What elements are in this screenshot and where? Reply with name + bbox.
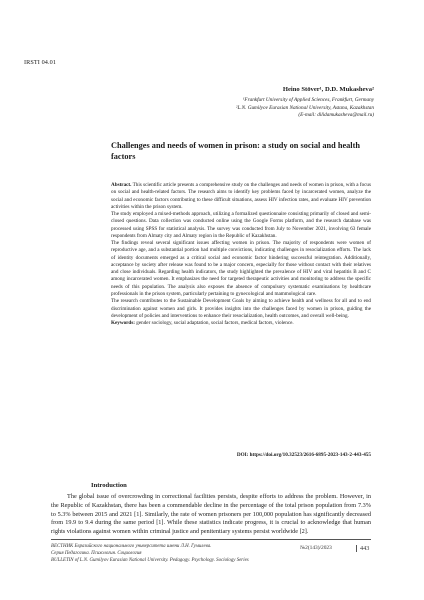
doi-link[interactable]: DOI: https://doi.org/10.32523/2616-6895-2023-143-2-443-455 bbox=[236, 452, 371, 458]
introduction-paragraph-1: The global issue of overcrowding in correctional facilities persists, despite efforts to address the problem. However, in the Republic of Kazakhstan, there has been a commendable decline in the percentage of the total prison population from 7.3% to 5.3% between 2015 and 2021 [1]. Similarly, the rate of women prisoners per 100,000 population has significantly decreased from 19.9 to 9.4 during the same period [1]. While these statistics indicate progress, it is crucial to acknowledge that human rights violations against women within criminal justice and penitentiary systems persist worldwide [2]. bbox=[51, 493, 371, 536]
affiliation-2: ²L.N. Gumilyov Eurasian National University, Astana, Kazakhstan bbox=[235, 104, 374, 111]
affiliation-1: ¹Frankfurt University of Applied Sciences, Frankfurt, Germany bbox=[242, 97, 374, 103]
abstract-paragraph-1 bbox=[111, 182, 371, 211]
abstract-paragraph-2: The study employed a mixed-methods approach, utilizing a formalized questionnaire consisting primarily of closed and semi-closed questions. Data collection was conducted online using the Google Forms platform, and the research database was processed using SPSS for statistical analysis. The survey was conducted from July to November 2021, involving 63 female respondents from Almaty city and Almaty region in the Republic of Kazakhstan. bbox=[111, 211, 371, 239]
abstract-paragraph-4: The research contributes to the Sustainable Development Goals by aiming to achieve health and wellness for all and to end discrimination against women and girls. It provides insights into the challenges faced by women in prison, guiding the development of policies and interventions to enhance their resocialization, health outcomes, and overall well-being. bbox=[111, 298, 371, 319]
keywords-label: Keywords: bbox=[111, 320, 135, 327]
irsti-code: IRSTI 04.01 bbox=[24, 59, 57, 66]
keywords-text: gender sociology, social adaptation, social factors, medical factors, violence. bbox=[136, 320, 294, 327]
author-email: (E-mail: dilidamukasheva@mail.ru) bbox=[298, 112, 374, 119]
abstract-paragraph-3: The findings reveal several significant issues affecting women in prison. The majority of respondents were women of reproductive age, and a substantial portion had multiple convictions, indicating challenges in resocialization efforts. The lack of identity documents emerged as a critical social and economic factor hindering successful reintegration. Additionally, acceptance by society after release was found to be a major concern, especially for those without contact with their relatives and close individuals. Regarding health indicators, the study highlighted the prevalence of HIV and viral hepatitis B and C among incarcerated women. It emphasizes the need for targeted therapeutic activities and monitoring to address the specific needs of this population. The analysis also exposes the absence of compulsory systematic examinations by healthcare professionals in the prison system, particularly pertaining to gynecological and mammological care. bbox=[111, 240, 371, 297]
article-title: Challenges and needs of women in prison: a study on social and health factors bbox=[111, 141, 360, 162]
introduction-body bbox=[51, 493, 371, 537]
abstract-label: Abstract. bbox=[111, 182, 132, 188]
author-affiliations bbox=[114, 97, 374, 120]
footer-journal-en: BULLETIN of L.N. Gumilyov Eurasian National University. Pedagogy. Psychology. Sociology Series bbox=[51, 558, 249, 564]
section-heading-introduction: Introduction bbox=[91, 482, 127, 489]
footer-series-ru: Серия Педагогика. Психология. Социология bbox=[51, 551, 142, 557]
footer-divider bbox=[51, 539, 371, 540]
keywords bbox=[111, 320, 371, 327]
footer-journal-info bbox=[51, 543, 311, 564]
abstract-text-1: This scientific article presents a comprehensive study on the challenges and needs of women in prison, with a focus on social and health-related factors. The research aims to identify key problems faced by incarcerated women, analyze the social and economic factors contributing to these difficult situations, assess HIV infection rates, and evaluate HIV prevention activities within the prison system. bbox=[111, 182, 371, 210]
author-names: Heino Stöver¹, D.D. Mukasheva² bbox=[282, 86, 374, 93]
footer-journal-ru: ВЕСТНИК Евразийского национального университета имени Л.Н. Гумилева. bbox=[51, 544, 212, 549]
page-number: 443 bbox=[356, 545, 369, 552]
abstract bbox=[111, 182, 371, 327]
footer-issue-number: №2(143)/2023 bbox=[300, 545, 332, 551]
